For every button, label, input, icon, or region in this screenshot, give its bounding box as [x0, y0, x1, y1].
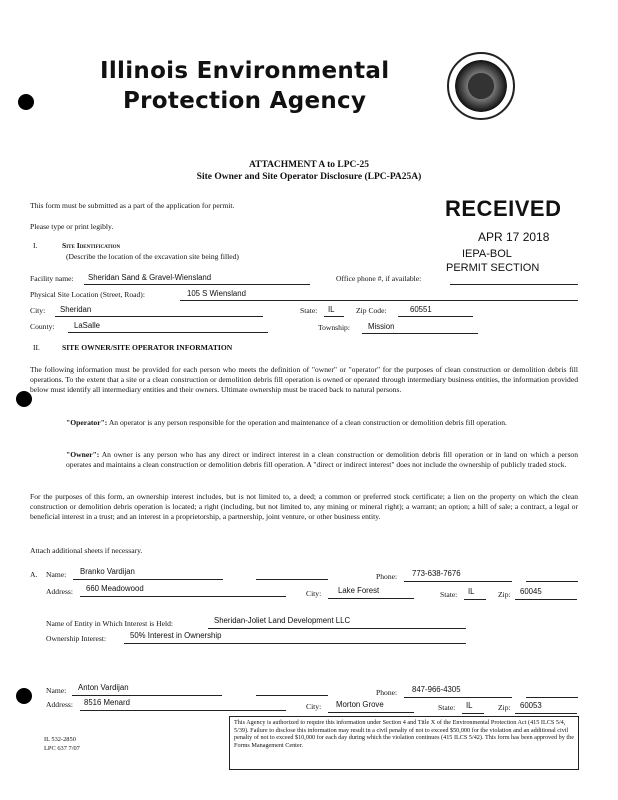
entry-b-name-value[interactable]: Anton Vardijan: [78, 683, 129, 692]
received-stamp: RECEIVED: [445, 196, 562, 221]
entry-a-city-value[interactable]: Lake Forest: [338, 586, 380, 595]
entry-a-phone-value[interactable]: 773-638-7676: [412, 569, 461, 578]
entry-b-name-label: Name:: [46, 686, 67, 695]
entry-a-zip-line: [515, 599, 577, 600]
entry-b-city-label: City:: [306, 702, 322, 711]
zip-value[interactable]: 60551: [410, 305, 432, 314]
entry-a-address-line: [80, 596, 286, 597]
location-line: [180, 300, 578, 301]
county-label: County:: [30, 322, 55, 331]
entry-b-city-line: [328, 712, 414, 713]
entry-a-letter: A.: [30, 570, 38, 579]
location-value[interactable]: 105 S Wiensland: [187, 289, 246, 298]
entry-b-name-line: [72, 695, 222, 696]
entry-b-zip-value[interactable]: 60053: [520, 701, 542, 710]
entry-a-phone-line: [404, 581, 512, 582]
township-line: [362, 333, 478, 334]
entry-a-phone-label: Phone:: [376, 572, 398, 581]
entry-b-address-value[interactable]: 8516 Menard: [84, 698, 130, 707]
entry-a-entity-value[interactable]: Sheridan-Joliet Land Development LLC: [214, 616, 351, 625]
zip-label: Zip Code:: [356, 306, 387, 315]
section1-number: I.: [33, 241, 38, 250]
entry-b-zip-line: [515, 713, 577, 714]
section1-heading: Site Identification: [62, 241, 121, 250]
facility-name-line: [84, 284, 310, 285]
entry-a-zip-value[interactable]: 60045: [520, 587, 542, 596]
county-value[interactable]: LaSalle: [74, 321, 101, 330]
entry-b-zip-label: Zip:: [498, 703, 511, 712]
owner-term: "Owner":: [66, 450, 100, 459]
entry-a-name-line: [73, 579, 223, 580]
agency-name-line1: Illinois Environmental: [100, 58, 390, 84]
attachment-title: ATTACHMENT A to LPC-25: [248, 160, 370, 170]
definition-paragraph: The following information must be provided for each person who meets the definition of "owner" or "operator" for the purposes of clean construction or demolition debris fill operations. To the extent that a site or a clean construction or demolition debris fill operation is owned or operated through intermediary business entities, the information provided below must identify all intermediary entities and their owners. Ultimate ownership must be traced back to natural persons.: [30, 365, 578, 395]
entry-b-phone-value[interactable]: 847-966-4305: [412, 685, 461, 694]
received-dept: IEPA-BOL: [462, 248, 512, 260]
entry-b-phone-label: Phone:: [376, 688, 398, 697]
entry-a-name-line2: [256, 579, 328, 580]
section2-number: II.: [33, 343, 40, 352]
intro-instruction: This form must be submitted as a part of the application for permit.: [30, 201, 235, 210]
received-section: PERMIT SECTION: [446, 262, 540, 274]
entry-a-ownership-line: [124, 643, 466, 644]
entry-b-state-value[interactable]: IL: [466, 701, 473, 710]
form-title: Site Owner and Site Operator Disclosure (LPC-PA25A): [196, 172, 422, 182]
owner-text: An owner is any person who has any direct or indirect interest in a clean construction or demolition debris fill operation or in land on which a person operates and maintains a clean construction or demolition debris fill operation. A "direct or indirect interest" does not include the ownership of publicly traded stock.: [66, 450, 578, 470]
agency-name-line2: Protection Agency: [123, 88, 367, 114]
office-phone-field[interactable]: [450, 284, 578, 285]
entry-a-name-label: Name:: [46, 570, 67, 579]
entry-a-name-value[interactable]: Branko Vardijan: [80, 567, 135, 576]
section2-heading: SITE OWNER/SITE OPERATOR INFORMATION: [62, 343, 233, 352]
operator-definition: [66, 418, 578, 428]
section1-subheading: (Describe the location of the excavation site being filled): [66, 252, 239, 261]
township-label: Township:: [318, 323, 350, 332]
entry-b-city-value[interactable]: Morton Grove: [336, 700, 384, 709]
entry-a-phone-line2: [526, 581, 578, 582]
location-label: Physical Site Location (Street, Road):: [30, 290, 145, 299]
entry-b-state-line: [462, 713, 484, 714]
state-value[interactable]: IL: [328, 305, 335, 314]
operator-text: An operator is any person responsible for the operation and maintenance of a clean construction or demolition debris fill operation.: [108, 418, 507, 427]
entry-a-state-label: State:: [440, 590, 458, 599]
form-revision: LPC 637 7/07: [44, 745, 80, 752]
entry-a-city-line: [328, 598, 414, 599]
facility-label: Facility name:: [30, 274, 74, 283]
township-value[interactable]: Mission: [368, 322, 395, 331]
city-label: City:: [30, 306, 46, 315]
entry-a-state-value[interactable]: IL: [468, 587, 475, 596]
legal-notice-box: This Agency is authorized to require this information under Section 4 and Title X of the Environmental Protection Act (415 ILCS 5/4, 5/39). Failure to disclose this information may result in a civil penalty of not to exceed $50,000 for the violation and an additional civil penalty of not to exceed $10,000 for each day during which the violation continues (415 ILCS 5/42). This form has been approved by the Forms Management Center.: [229, 716, 579, 770]
city-value[interactable]: Sheridan: [60, 305, 92, 314]
entry-b-phone-line2: [526, 697, 578, 698]
received-date: APR 17 2018: [478, 230, 550, 244]
punch-hole-bottom: [16, 688, 32, 704]
entry-b-phone-line: [404, 697, 512, 698]
entry-a-ownership-label: Ownership Interest:: [46, 634, 107, 643]
county-line: [68, 332, 268, 333]
entry-a-ownership-value[interactable]: 50% Interest in Ownership: [130, 631, 222, 640]
operator-term: "Operator":: [66, 418, 108, 427]
form-code: IL 532-2850: [44, 736, 76, 743]
entry-a-entity-label: Name of Entity in Which Interest is Held:: [46, 619, 174, 628]
entry-a-city-label: City:: [306, 589, 322, 598]
ownership-interest-paragraph: For the purposes of this form, an ownership interest includes, but is not limited to, a deed; a common or preferred stock certificate; a lien on the property on which the clean construction or demolition debris operation is located; a right (including, but not limited to, any mining or mineral right); a warrant; an option; a hill of sale; a contract, a legal or beneficial interest in a trust; and an interest in a proprietorship, a partnership, joint venture, or other business entity.: [30, 492, 578, 522]
office-phone-label: Office phone #, if available:: [336, 274, 422, 283]
entry-b-state-label: State:: [438, 703, 456, 712]
owner-definition: [66, 450, 578, 470]
attach-note: Attach additional sheets if necessary.: [30, 546, 143, 555]
entry-b-address-line: [80, 710, 286, 711]
entry-b-name-line2: [256, 695, 328, 696]
city-line: [55, 316, 263, 317]
zip-line: [398, 316, 473, 317]
state-label: State:: [300, 306, 318, 315]
agency-seal-icon: [447, 52, 515, 120]
entry-a-address-label: Address:: [46, 587, 73, 596]
entry-b-address-label: Address:: [46, 700, 73, 709]
entry-a-address-value[interactable]: 660 Meadowood: [86, 584, 144, 593]
intro-legibility: Please type or print legibly.: [30, 222, 114, 231]
entry-a-state-line: [464, 599, 486, 600]
punch-hole-top: [18, 94, 34, 110]
state-line: [324, 316, 344, 317]
entry-a-entity-line: [208, 628, 466, 629]
entry-a-zip-label: Zip:: [498, 590, 511, 599]
facility-name-value[interactable]: Sheridan Sand & Gravel-Wiensland: [88, 273, 212, 282]
